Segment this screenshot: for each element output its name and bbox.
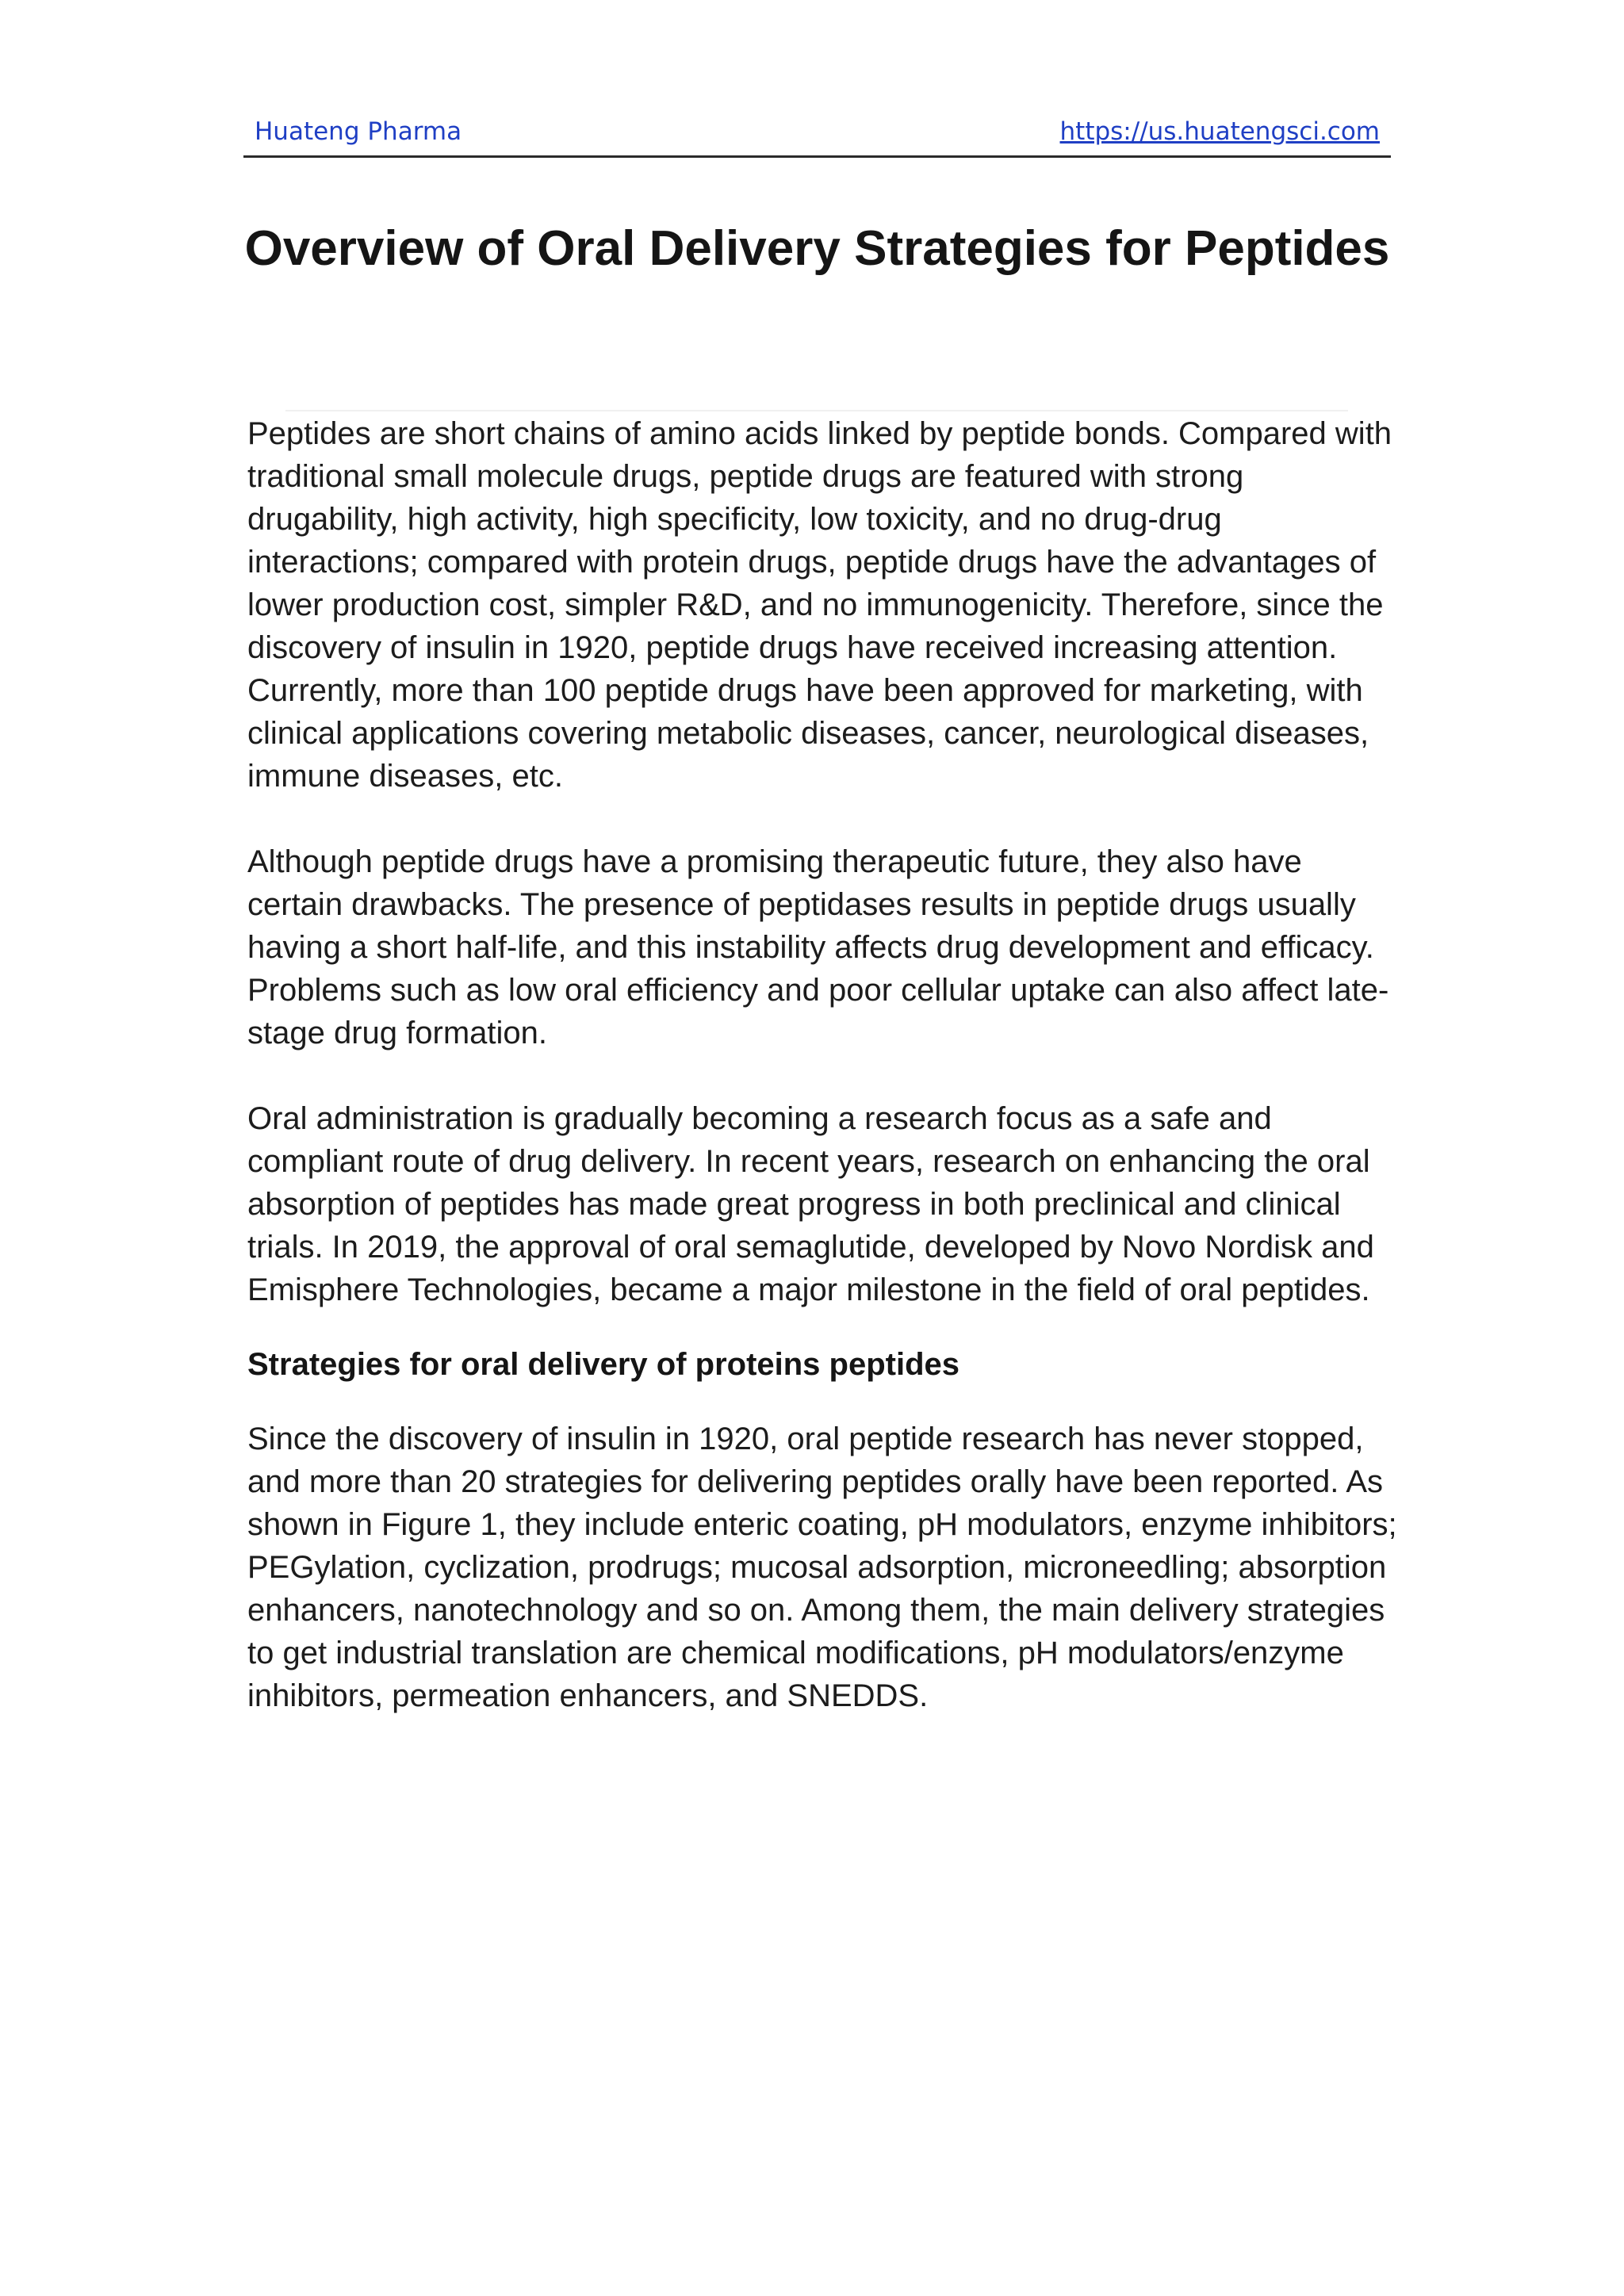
document-title: Overview of Oral Delivery Strategies for Peptides [244,221,1390,276]
paragraph-strategies: Since the discovery of insulin in 1920, oral peptide research has never stopped, and more than 20 strategies for delivering peptides orally have been reported. As shown in Figure 1, they include enteric coating, pH modulators, enzyme inhibitors; PEGylation, cyclization, prodrugs; mucosal adsorption, microneedling; absorption enhancers, nanotechnology and so on. Among them, the main delivery strategies to get industrial translation are chemical modifications, pH modulators/enzyme inhibitors, permeation enhancers, and SNEDDS. [247,1422,1397,1713]
page-header [243,117,1391,158]
title-divider [285,410,1348,411]
paragraph-oral-administration: Oral administration is gradually becoming a research focus as a safe and compliant route of drug delivery. In recent years, research on enhancing the oral absorption of peptides has made great progress in both preclinical and clinical trials. In 2019, the approval of oral semaglutide, developed by Novo Nordisk and Emisphere Technologies, became a major milestone in the field of oral peptides. [247,1101,1374,1307]
paragraph-intro: Peptides are short chains of amino acids linked by peptide bonds. Compared with traditional small molecule drugs, peptide drugs are featured with strong drugability, high activity, high specificity, low toxicity, and no drug-drug interactions; compared with protein drugs, peptide drugs have the advantages of lower production cost, simpler R&D, and no immunogenicity. Therefore, since the discovery of insulin in 1920, peptide drugs have received increasing attention. Currently, more than 100 peptide drugs have been approved for marketing, with clinical applications covering metabolic diseases, cancer, neurological diseases, immune diseases, etc. [247,416,1392,794]
paragraph-drawbacks: Although peptide drugs have a promising therapeutic future, they also have certain drawbacks. The presence of peptidases results in peptide drugs usually having a short half-life, and this instability affects drug development and efficacy. Problems such as low oral efficiency and poor cellular uptake can also affect late-stage drug formation. [247,844,1389,1050]
header-url-link[interactable]: https://us.huatengsci.com [1059,117,1380,146]
document-body [247,412,1401,1717]
header-brand: Huateng Pharma [255,117,462,146]
section-heading-strategies: Strategies for oral delivery of proteins peptides [247,1347,960,1382]
